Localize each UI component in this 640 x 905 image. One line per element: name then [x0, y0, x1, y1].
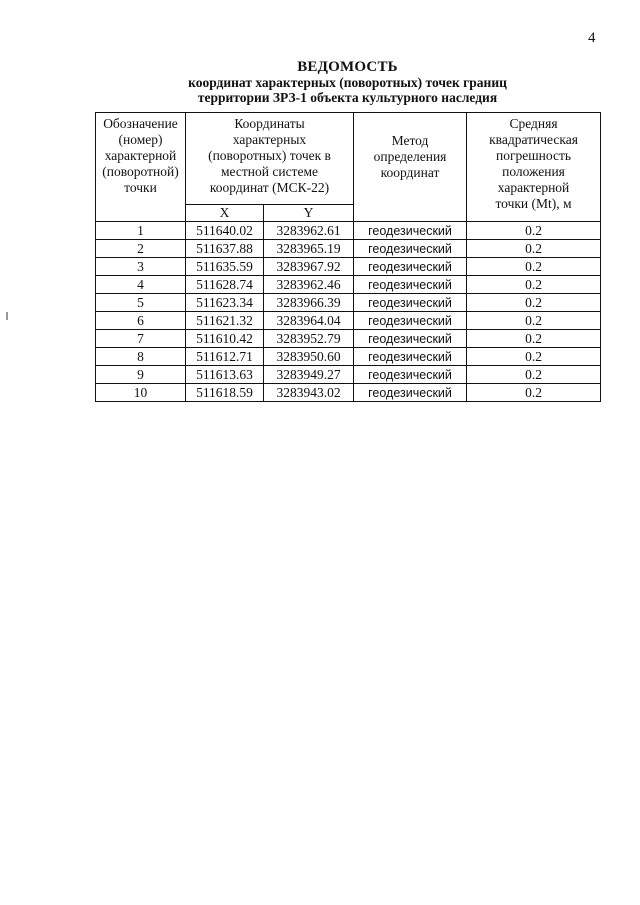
error-mt: 0.2 — [467, 330, 601, 348]
table-row — [96, 330, 601, 348]
table-row — [96, 348, 601, 366]
table-row — [96, 312, 601, 330]
coordinates-table — [95, 112, 601, 402]
error-mt: 0.2 — [467, 276, 601, 294]
title-block — [95, 60, 600, 105]
error-mt: 0.2 — [467, 258, 601, 276]
header-error: Средняя квадратическая погрешность положения характерной точки (Mt), м — [467, 113, 601, 222]
method: геодезический — [354, 330, 467, 348]
method: геодезический — [354, 366, 467, 384]
coord-y: 3283966.39 — [264, 294, 354, 312]
header-designation: Обозначение (номер) характерной (поворотной) точки — [96, 113, 186, 222]
method: геодезический — [354, 222, 467, 240]
error-mt: 0.2 — [467, 348, 601, 366]
coord-x: 511635.59 — [186, 258, 264, 276]
table-row — [96, 366, 601, 384]
point-number: 6 — [96, 312, 186, 330]
method: геодезический — [354, 258, 467, 276]
coord-x: 511637.88 — [186, 240, 264, 258]
coord-y: 3283943.02 — [264, 384, 354, 402]
coord-y: 3283962.61 — [264, 222, 354, 240]
point-number: 1 — [96, 222, 186, 240]
table-row — [96, 294, 601, 312]
error-mt: 0.2 — [467, 384, 601, 402]
method: геодезический — [354, 312, 467, 330]
coord-y: 3283950.60 — [264, 348, 354, 366]
coord-x: 511618.59 — [186, 384, 264, 402]
page-number: 4 — [588, 30, 596, 46]
coord-y: 3283964.04 — [264, 312, 354, 330]
scan-mark — [6, 312, 8, 320]
error-mt: 0.2 — [467, 312, 601, 330]
coord-x: 511613.63 — [186, 366, 264, 384]
coord-y: 3283967.92 — [264, 258, 354, 276]
coord-x: 511623.34 — [186, 294, 264, 312]
method: геодезический — [354, 240, 467, 258]
table-row — [96, 276, 601, 294]
table-row — [96, 258, 601, 276]
document-subtitle-line-1: координат характерных (поворотных) точек границ — [188, 75, 507, 90]
point-number: 10 — [96, 384, 186, 402]
header-coordinates: Координаты характерных (поворотных) точек в местной системе координат (МСК-22) — [186, 113, 354, 205]
header-method: Метод определения координат — [354, 113, 467, 222]
point-number: 2 — [96, 240, 186, 258]
table-row — [96, 240, 601, 258]
coord-x: 511610.42 — [186, 330, 264, 348]
coord-x: 511612.71 — [186, 348, 264, 366]
coord-y: 3283952.79 — [264, 330, 354, 348]
point-number: 3 — [96, 258, 186, 276]
table-row — [96, 384, 601, 402]
method: геодезический — [354, 294, 467, 312]
coord-y: 3283962.46 — [264, 276, 354, 294]
coord-x: 511621.32 — [186, 312, 264, 330]
point-number: 4 — [96, 276, 186, 294]
coord-x: 511628.74 — [186, 276, 264, 294]
table-row — [96, 222, 601, 240]
header-x: X — [186, 205, 264, 222]
error-mt: 0.2 — [467, 222, 601, 240]
point-number: 5 — [96, 294, 186, 312]
document-title: ВЕДОМОСТЬ — [297, 59, 398, 75]
point-number: 7 — [96, 330, 186, 348]
document-subtitle-line-2: территории ЗРЗ-1 объекта культурного наследия — [197, 90, 498, 105]
coord-y: 3283949.27 — [264, 366, 354, 384]
error-mt: 0.2 — [467, 294, 601, 312]
error-mt: 0.2 — [467, 240, 601, 258]
point-number: 8 — [96, 348, 186, 366]
method: геодезический — [354, 348, 467, 366]
header-y: Y — [264, 205, 354, 222]
point-number: 9 — [96, 366, 186, 384]
coord-y: 3283965.19 — [264, 240, 354, 258]
coord-x: 511640.02 — [186, 222, 264, 240]
error-mt: 0.2 — [467, 366, 601, 384]
method: геодезический — [354, 276, 467, 294]
method: геодезический — [354, 384, 467, 402]
